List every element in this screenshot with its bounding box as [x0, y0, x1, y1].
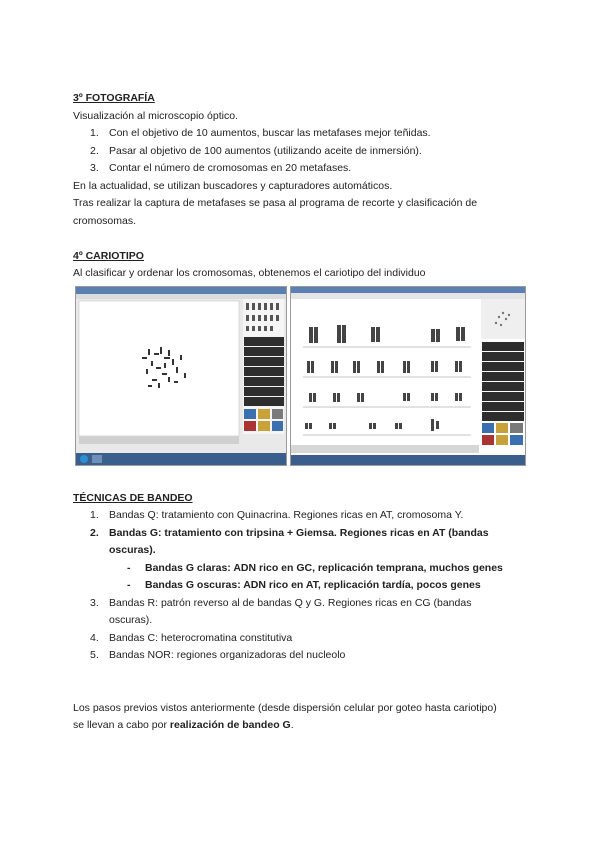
list-item [73, 160, 543, 178]
list-number: 1. [90, 509, 99, 521]
list-text: Bandas C: heterocromatina constitutiva [109, 631, 293, 644]
document-page [73, 90, 543, 735]
closing-prefix: se llevan a cabo por [73, 719, 170, 731]
list-number: 5. [90, 649, 99, 661]
metaphase-capture-screenshot [75, 286, 287, 466]
sub-list-text: Bandas G oscuras: ADN rico en AT, replicación tardía, pocos genes [145, 579, 481, 591]
list-text: Bandas G: tratamiento con tripsina + Giemsa. Regiones ricas en AT (bandas [109, 526, 489, 539]
list-text: Bandas R: patrón reverso al de bandas Q y G. Regiones ricas en CG (bandas [109, 596, 472, 609]
paragraph-automatic: En la actualidad, se utilizan buscadores y capturadores automáticos. [73, 179, 393, 192]
closing-paragraph-line1: Los pasos previos vistos anteriormente (desde dispersión celular por goteo hasta cariotipo) [73, 701, 497, 714]
list-text-continued: oscuras). [109, 614, 153, 626]
list-item [73, 595, 543, 630]
fotografia-steps-list [73, 125, 543, 178]
sub-list-item [73, 577, 543, 595]
list-text-continued: oscuras). [109, 544, 156, 556]
list-number: 2. [90, 144, 99, 157]
list-dash: - [127, 561, 131, 574]
paragraph-intro-fotografia: Visualización al microscopio óptico. [73, 109, 238, 122]
closing-suffix: . [290, 719, 294, 731]
list-item [73, 647, 543, 665]
list-item [73, 507, 543, 525]
list-text: Pasar al objetivo de 100 aumentos (utilizando aceite de inmersión). [109, 144, 422, 157]
list-text: Bandas NOR: regiones organizadoras del nucleolo [109, 649, 346, 661]
list-item [73, 125, 543, 143]
karyotype-screenshots [73, 286, 543, 466]
paragraph-capture-line1: Tras realizar la captura de metafases se pasa al programa de recorte y clasificación de [73, 197, 478, 209]
list-item [73, 630, 543, 648]
paragraph-intro-cariotipo: Al clasificar y ordenar los cromosomas, obtenemos el cariotipo del individuo [73, 267, 426, 279]
closing-bold-text: realización de bandeo G [169, 719, 291, 731]
paragraph-capture-line2: cromosomas. [73, 214, 137, 227]
sub-list-item [73, 560, 543, 578]
list-text: Con el objetivo de 10 aumentos, buscar las metafases mejor teñidas. [109, 127, 431, 139]
list-number: 4. [90, 631, 99, 644]
section-heading-bandeo: TÉCNICAS DE BANDEO [73, 491, 193, 504]
karyotype-classification-screenshot [290, 286, 526, 466]
banding-techniques-list [73, 507, 543, 665]
list-item [73, 143, 543, 161]
list-item [73, 525, 543, 560]
section-heading-cariotipo: 4º CARIOTIPO [73, 249, 144, 262]
list-number: 1. [90, 127, 99, 139]
list-number: 3. [90, 596, 99, 609]
list-text: Contar el número de cromosomas en 20 metafases. [109, 162, 352, 174]
list-dash: - [127, 579, 131, 591]
section-heading-fotografia: 3º FOTOGRAFÍA [73, 92, 155, 104]
list-number: 3. [90, 162, 99, 174]
list-number: 2. [90, 526, 99, 539]
list-text: Bandas Q: tratamiento con Quinacrina. Regiones ricas en AT, cromosoma Y. [109, 509, 464, 521]
closing-paragraph-line2 [73, 717, 543, 735]
sub-list-text: Bandas G claras: ADN rico en GC, replicación temprana, muchos genes [145, 561, 503, 574]
